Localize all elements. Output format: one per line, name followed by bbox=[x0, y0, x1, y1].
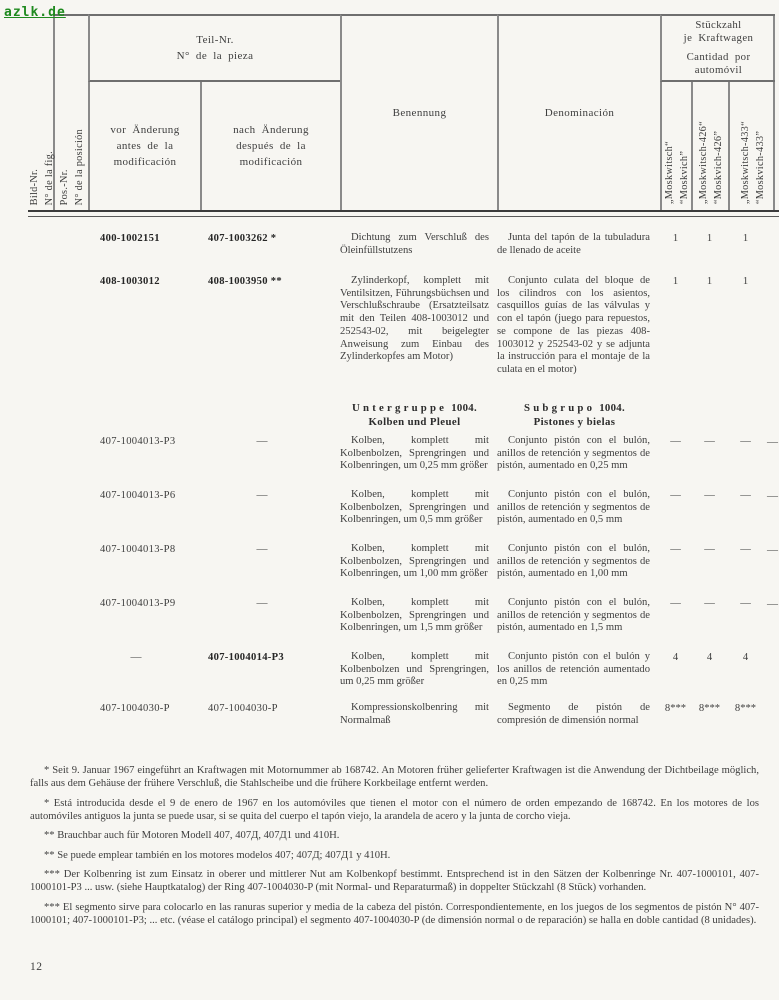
description-de: Kolben, komplett mit Kolbenbolzen, Sprengringen und Kolbenringen, um 1,00 mm größer bbox=[340, 543, 489, 580]
description-es: Conjunto culata del bloque de los cilindros con los asientos, casquillos guías de las válvulas y con el tapón (juego para repuestos, se compone de las piezas 408-1003012 y 252543-02 y se adjunta la instrucción para el montaje de la culata en el motor) bbox=[497, 275, 650, 375]
qty-edge: — bbox=[767, 490, 778, 502]
qty-edge: — bbox=[767, 544, 778, 556]
page-number: 12 bbox=[30, 961, 43, 973]
header-double-rule bbox=[28, 210, 779, 217]
part-number-before: 407-1004013-P9 bbox=[100, 598, 176, 609]
qty-moskwitsch: — bbox=[670, 490, 681, 501]
footnote: *** El segmento sirve para colocarlo en las ranuras superior y media de la cabeza del pistón. Correspondientemente, en los juegos de los segmentos de pistón N° 407-1000101; 407-1000101-P3; ... etc. (véase el catálogo principal) el segmento 407-1004030-P (de dimensión normal o de reparación) se halla en doble cantidad (8 unidades). bbox=[30, 901, 759, 926]
qty-moskwitsch-433: 1 bbox=[742, 276, 749, 287]
header-vor-aenderung: vor Änderung antes de la modificación bbox=[88, 82, 200, 210]
description-es: Conjunto pistón con el bulón, anillos de retención y segmentos de pistón, aumentado en 0,25 mm bbox=[497, 435, 650, 472]
model-moskwitsch-433-label: „Moskwitsch-433“ “Moskvich-433” bbox=[739, 120, 766, 204]
table-row bbox=[30, 651, 775, 702]
table-row bbox=[30, 543, 778, 597]
footnote: *** Der Kolbenring ist zum Einsatz in oberer und mittlerer Nut am Kolbenkopf bestimmt. Entsprechend ist in den Sätzen der Kolbenringe Nr. 407-1000101, 407-1000101-P3 ... usw. (siehe Hauptkatalog) der Ring 407-1004030-P (mit Normal- und Reparaturmaß) in doppelter Stückzahl (8 Stück) vorhanden. bbox=[30, 869, 759, 893]
model-moskwitsch-426-label: „Moskwitsch-426“ “Moskvich-426” bbox=[697, 120, 724, 204]
part-number-after: 407-1003262 * bbox=[208, 233, 277, 244]
description-de: Kolben, komplett mit Kolbenbolzen, Sprengringen und Kolbenringen, um 0,25 mm größer bbox=[340, 435, 489, 472]
table-row bbox=[30, 489, 778, 543]
part-number-before: 408-1003012 bbox=[100, 276, 160, 287]
description-es: Conjunto pistón con el bulón y los anillos de retención aumentado en 0,25 mm bbox=[497, 651, 650, 688]
model-moskwitsch-label: „Moskwitsch“ “Moskvich” bbox=[663, 140, 690, 204]
description-de: Kolben, komplett mit Kolbenbolzen, Sprengringen und Kolbenringen, um 1,5 mm größer bbox=[340, 597, 489, 634]
qty-moskwitsch-426: 4 bbox=[706, 652, 713, 663]
qty-moskwitsch-433: — bbox=[740, 598, 751, 609]
header-bild-nr bbox=[30, 14, 53, 210]
header-nach-aenderung: nach Änderung después de la modificación bbox=[200, 82, 340, 210]
part-number-after: 408-1003950 ** bbox=[208, 276, 282, 287]
part-number-before: 400-1002151 bbox=[100, 233, 160, 244]
subgroup-heading-de: Untergruppe 1004. Kolben und Pleuel bbox=[352, 402, 477, 428]
qty-moskwitsch-433: — bbox=[740, 544, 751, 555]
header-model-moskwitsch bbox=[660, 82, 691, 210]
qty-moskwitsch-426: 1 bbox=[706, 276, 713, 287]
description-de: Kompressionskolbenring mit Normalmaß bbox=[340, 702, 489, 726]
qty-moskwitsch-426: — bbox=[704, 544, 715, 555]
description-de: Kolben, komplett mit Kolbenbolzen, Sprengringen und Kolbenringen, um 0,5 mm größer bbox=[340, 489, 489, 526]
qty-edge: — bbox=[767, 436, 778, 448]
qty-moskwitsch-426: — bbox=[704, 598, 715, 609]
description-es: Conjunto pistón con el bulón, anillos de retención y segmentos de pistón, aumentado en 1,5 mm bbox=[497, 597, 650, 634]
footnote: * Seit 9. Januar 1967 eingeführt an Kraftwagen mit Motornummer ab 168742. An Motoren früher gelieferter Kraftwagen ist die Anwendung der Dichtbeilage möglich, falls aus dem Gehäuse der frühere Verschluß, die Stahlscheibe und die frühere Korkbeilage entfernt werden. bbox=[30, 765, 759, 789]
part-number-after: 407-1004030-P bbox=[208, 703, 278, 714]
footnote: * Está introducida desde el 9 de enero de 1967 en los automóviles que tienen el motor con el número de orden empezando de 168742. En los motores de los automóviles antiguos la junta se puede usar, si se quita del cuerpo el tapón viejo, la arandela de acero y la junta de corcho vieja. bbox=[30, 797, 759, 822]
description-es: Conjunto pistón con el bulón, anillos de retención y segmentos de pistón, aumentado en 0,5 mm bbox=[497, 489, 650, 526]
table-header bbox=[30, 14, 775, 210]
description-de: Dichtung zum Verschluß des Öleinfüllstutzens bbox=[340, 232, 489, 256]
qty-moskwitsch-433: 1 bbox=[742, 233, 749, 244]
header-bild-nr-label: Bild-Nr. N° de la fig. bbox=[28, 150, 55, 205]
header-model-moskwitsch-433 bbox=[728, 82, 775, 210]
qty-moskwitsch: — bbox=[670, 598, 681, 609]
header-pos-nr bbox=[53, 14, 88, 210]
description-es: Junta del tapón de la tubuladura de llenado de aceite bbox=[497, 232, 650, 256]
footnote: ** Se puede emplear también en los motores modelos 407; 407Д; 407Д1 y 410Н. bbox=[44, 849, 391, 861]
qty-moskwitsch-433: 8*** bbox=[734, 703, 757, 714]
qty-moskwitsch-433: 4 bbox=[742, 652, 749, 663]
footnotes bbox=[30, 764, 759, 927]
header-denominacion: Denominación bbox=[497, 14, 660, 210]
qty-moskwitsch: 1 bbox=[672, 233, 679, 244]
subgroup-heading bbox=[30, 402, 775, 435]
header-stueckzahl: Stückzahl je Kraftwagen Cantidad por automóvil bbox=[660, 14, 775, 82]
description-es: Conjunto pistón con el bulón, anillos de retención y segmentos de pistón, aumentado en 1,00 mm bbox=[497, 543, 650, 580]
part-number-after: — bbox=[256, 435, 268, 447]
qty-moskwitsch: 4 bbox=[672, 652, 679, 663]
qty-moskwitsch: 1 bbox=[672, 276, 679, 287]
part-number-after: — bbox=[256, 543, 268, 555]
qty-moskwitsch-426: 8*** bbox=[698, 703, 721, 714]
qty-moskwitsch: 8*** bbox=[664, 703, 687, 714]
watermark: azlk.de bbox=[4, 5, 66, 20]
table-row bbox=[30, 232, 775, 275]
footnote: ** Brauchbar auch für Motoren Modell 407, 407Д, 407Д1 und 410Н. bbox=[44, 830, 340, 841]
part-number-before: 407-1004030-P bbox=[100, 703, 170, 714]
qty-moskwitsch-426: 1 bbox=[706, 233, 713, 244]
qty-moskwitsch: — bbox=[670, 436, 681, 447]
subgroup-heading-es: Subgrupo 1004. Pistones y bielas bbox=[523, 402, 625, 428]
qty-moskwitsch-433: — bbox=[740, 490, 751, 501]
description-es: Segmento de pistón de compresión de dimensión normal bbox=[497, 702, 650, 726]
table-body bbox=[30, 217, 779, 747]
description-de: Kolben, komplett mit Kolbenbolzen und Sprengringen, um 0,25 mm größer bbox=[340, 651, 489, 688]
part-number-after: 407-1004014-P3 bbox=[208, 652, 284, 663]
table-row bbox=[30, 597, 778, 651]
part-number-before: — bbox=[130, 651, 142, 663]
qty-moskwitsch-433: — bbox=[740, 436, 751, 447]
header-model-moskwitsch-426 bbox=[691, 82, 728, 210]
part-number-before: 407-1004013-P6 bbox=[100, 490, 176, 501]
part-number-before: 407-1004013-P8 bbox=[100, 544, 176, 555]
qty-moskwitsch-426: — bbox=[704, 490, 715, 501]
part-number-after: — bbox=[256, 597, 268, 609]
part-number-after: — bbox=[256, 489, 268, 501]
qty-moskwitsch-426: — bbox=[704, 436, 715, 447]
part-number-before: 407-1004013-P3 bbox=[100, 436, 176, 447]
qty-edge: — bbox=[767, 598, 778, 610]
table-row bbox=[30, 702, 775, 747]
header-benennung: Benennung bbox=[340, 14, 497, 210]
table-row bbox=[30, 275, 775, 402]
qty-moskwitsch: — bbox=[670, 544, 681, 555]
header-pos-nr-label: Pos.-Nr. N° de la posición bbox=[58, 128, 85, 205]
description-de: Zylinderkopf, komplett mit Ventilsitzen, Führungsbüchsen und Verschlußschraube (Ersatzteilsatz mit den Teilen 408-1003012 und 252543-02, mit beigelegter Anweisung zum Einbau des Zylinderkopfes am Motor) bbox=[340, 275, 489, 363]
header-teil-nr: Teil-Nr. N° de la pieza bbox=[88, 14, 340, 82]
table-row bbox=[30, 435, 778, 489]
